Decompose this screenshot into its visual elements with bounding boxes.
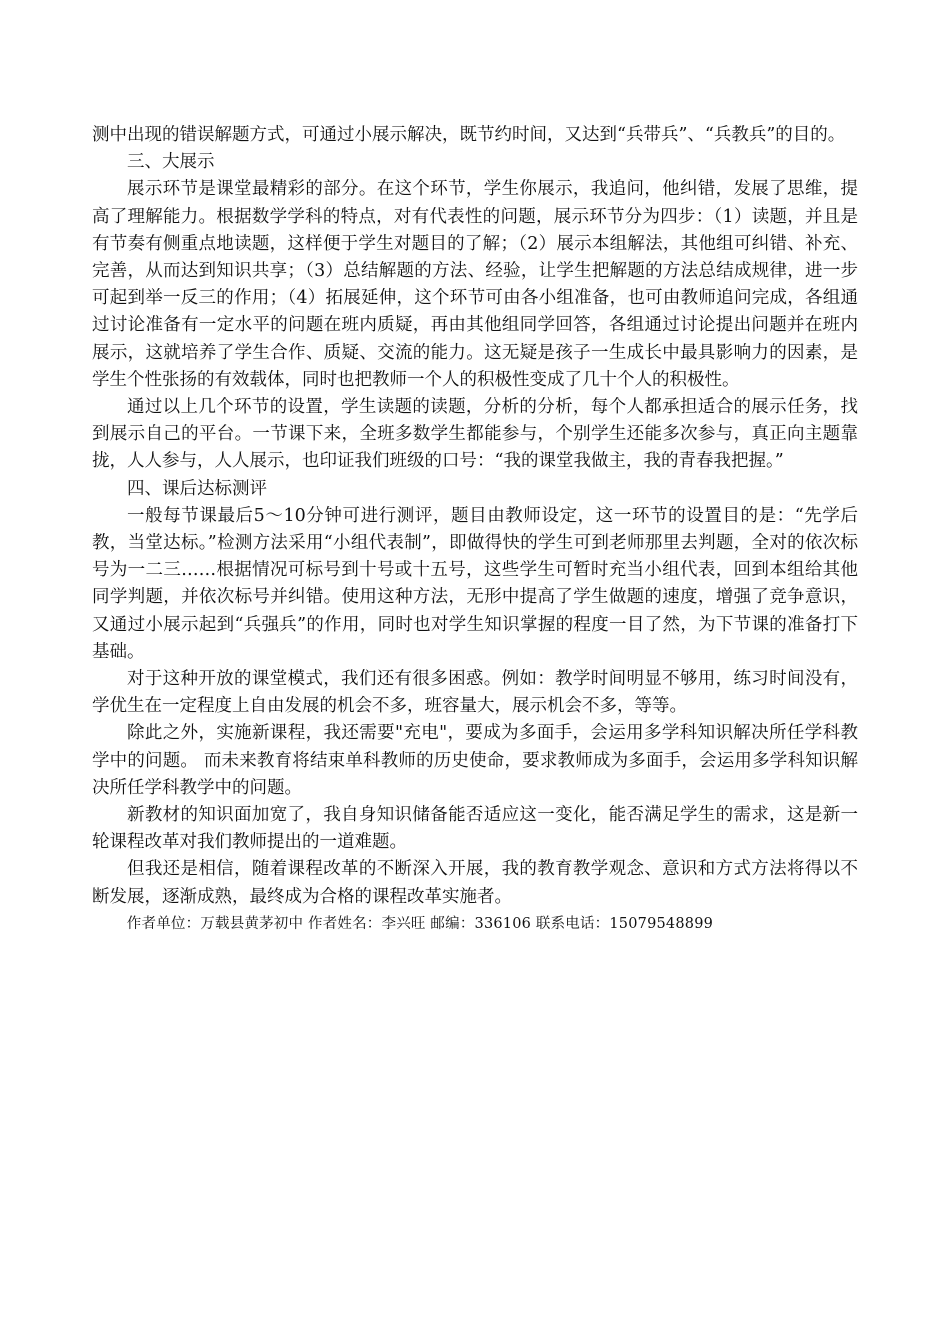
- knowledge-paragraph: 新教材的知识面加宽了，我自身知识储备能否适应这一变化，能否满足学生的需求，这是新一轮课程改革对我们教师提出的一道难题。: [92, 805, 858, 853]
- display-paragraph: 展示环节是课堂最精彩的部分。在这个环节，学生你展示，我追问，他纠错，发展了思维，提高了理解能力。根据数学学科的特点，对有代表性的问题，展示环节分为四步：（1）读题，并且是有节奏有侧重点地读题，这样便于学生对题目的了解；（2）展示本组解法，其他组可纠错、补充、完善，从而达到知识共享；（3）总结解题的方法、经验，让学生把解题的方法总结成规律，进一步可起到举一反三的作用；（4）拓展延伸，这个环节可由各小组准备，也可由教师追问完成，各组通过讨论准备有一定水平的问题在班内质疑，再由其他组同学回答，各组通过讨论提出问题并在班内展示，这就培养了学生合作、质疑、交流的能力。这无疑是孩子一生成长中最具影响力的因素，是学生个性张扬的有效载体，同时也把教师一个人的积极性变成了几十个人的积极性。: [92, 179, 858, 390]
- recharge-paragraph: 除此之外，实施新课程，我还需要"充电"，要成为多面手，会运用多学科知识解决所任学科教学中的问题。 而未来教育将结束单科教师的历史使命，要求教师成为多面手，会运用多学科知识解决所任学科教学中的问题。: [92, 723, 858, 798]
- author-footer: 作者单位：万载县黄茅初中 作者姓名：李兴旺 邮编：336106 联系电话：15079548899: [126, 915, 714, 932]
- summary-paragraph: 通过以上几个环节的设置，学生读题的读题，分析的分析，每个人都承担适合的展示任务，找到展示自己的平台。一节课下来，全班多数学生都能参与，个别学生还能多次参与，真正向主题靠拢，人人参与，人人展示，也印证我们班级的口号：“我的课堂我做主，我的青春我把握。”: [92, 397, 858, 472]
- document-page: [92, 122, 858, 935]
- intro-paragraph: 测中出现的错误解题方式，可通过小展示解决，既节约时间，又达到“兵带兵”、“兵教兵”的目的。: [92, 125, 846, 145]
- belief-paragraph: 但我还是相信，随着课程改革的不断深入开展，我的教育教学观念、意识和方式方法将得以不断发展，逐渐成熟，最终成为合格的课程改革实施者。: [92, 859, 858, 907]
- confusion-paragraph: 对于这种开放的课堂模式，我们还有很多困惑。例如：教学时间明显不够用，练习时间没有，学优生在一定程度上自由发展的机会不多，班容量大，展示机会不多，等等。: [92, 669, 858, 717]
- section-heading-3: 三、大展示: [127, 152, 215, 173]
- test-paragraph: 一般每节课最后5～10分钟可进行测评，题目由教师设定，这一环节的设置目的是：“先学后教，当堂达标。”检测方法采用“小组代表制”，即做得快的学生可到老师那里去判题，全对的依次标号为一二三……根据情况可标号到十号或十五号，这些学生可暂时充当小组代表，回到本组给其他同学判题，并依次标号并纠错。使用这种方法，无形中提高了学生做题的速度，增强了竞争意识，又通过小展示起到“兵强兵”的作用，同时也对学生知识掌握的程度一目了然，为下节课的准备打下基础。: [92, 505, 858, 662]
- section-heading-4: 四、课后达标测评: [127, 478, 267, 499]
